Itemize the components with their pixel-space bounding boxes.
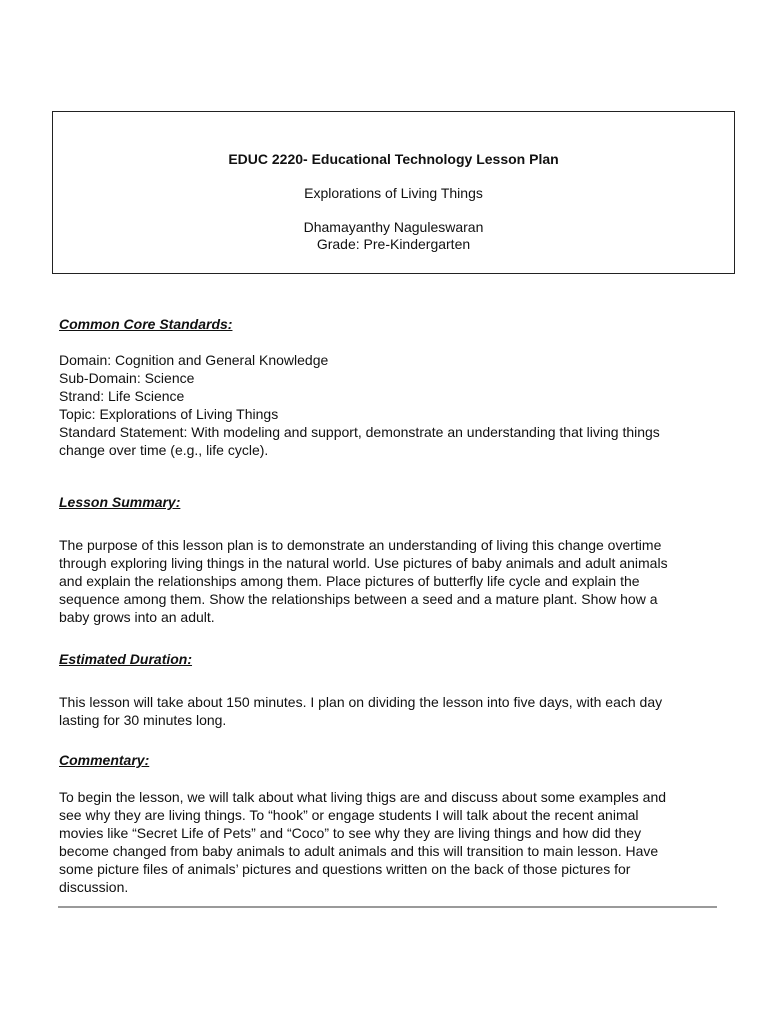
duration-line: This lesson will take about 150 minutes. I plan on dividing the lesson into five days, with each day [59,694,663,710]
summary-line: sequence among them. Show the relationships between a seed and a mature plant. Show how a [59,591,658,607]
grade-level: Grade: Pre-Kindergarten [316,236,471,252]
summary-line: The purpose of this lesson plan is to demonstrate an understanding of living this change overtime [59,537,662,553]
standards-line: Topic: Explorations of Living Things [59,406,279,422]
section-divider [58,906,717,908]
summary-line: baby grows into an adult. [59,609,215,625]
commentary-line: see why they are living things. To “hook” or engage students I will talk about the recent animal [59,807,639,823]
author-name: Dhamayanthy Naguleswaran [303,219,484,235]
standards-line: Standard Statement: With modeling and support, demonstrate an understanding that living things [59,424,660,440]
duration-line: lasting for 30 minutes long. [59,712,227,728]
summary-line: and explain the relationships among them. Place pictures of butterfly life cycle and explain the [59,573,640,589]
standards-heading: Common Core Standards: [59,316,233,332]
standards-line: change over time (e.g., life cycle). [59,442,269,458]
header-box [52,111,735,274]
commentary-line: discussion. [59,879,129,895]
commentary-line: movies like “Secret Life of Pets” and “Coco” to see why they are living things and how did they [59,825,642,841]
standards-line: Sub-Domain: Science [59,370,195,386]
standards-line: Domain: Cognition and General Knowledge [59,352,329,368]
summary-line: through exploring living things in the natural world. Use pictures of baby animals and adult animals [59,555,668,571]
document-title: EDUC 2220- Educational Technology Lesson Plan [228,151,559,167]
duration-body [59,693,729,729]
commentary-line: To begin the lesson, we will talk about what living thigs are and discuss about some examples and [59,789,667,805]
commentary-line: some picture files of animals’ pictures and questions written on the back of those pictures for [59,861,631,877]
lesson-subtitle: Explorations of Living Things [304,185,483,201]
commentary-line: become changed from baby animals to adult animals and this will transition to main lesson. Have [59,843,659,859]
commentary-heading: Commentary: [59,752,150,768]
standards-body [59,351,729,459]
standards-line: Strand: Life Science [59,388,185,404]
summary-heading: Lesson Summary: [59,494,181,510]
duration-heading: Estimated Duration: [59,651,193,667]
summary-body [59,536,729,626]
commentary-body [59,788,729,896]
